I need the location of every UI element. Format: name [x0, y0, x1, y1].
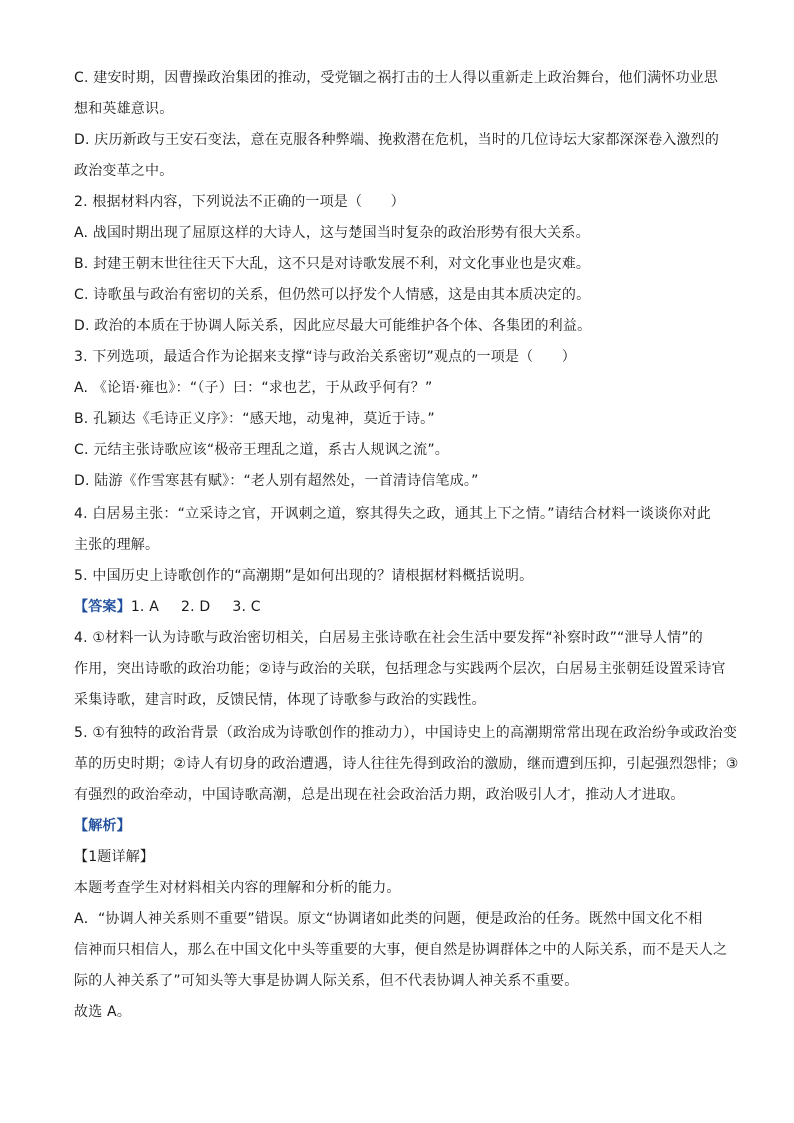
- answer-5-line-2: 革的历史时期；②诗人有切身的政治遭遇，诗人往往先得到政治的激励，继而遭到压抑，引起强烈怨悱；③: [74, 756, 739, 772]
- question-3-option-a: A. 《论语·雍也》：“（子）曰：“求也艺，于从政乎何有？”: [74, 380, 433, 396]
- question-2-option-c: C. 诗歌虽与政治有密切的关系，但仍然可以抒发个人情感，这是由其本质决定的。: [74, 287, 591, 303]
- question-3-option-d: D. 陆游《作雪寒甚有赋》：“老人别有超然处，一首清诗信笔成。”: [74, 473, 479, 489]
- option-c-text-line-2: 想和英雄意识。: [74, 101, 174, 117]
- question-2-option-d: D. 政治的本质在于协调人际关系，因此应尽最大可能维护各个体、各集团的利益。: [74, 318, 592, 334]
- answer-5-line-1: 5. ①有独特的政治背景（政治成为诗歌创作的推动力），中国诗史上的高潮期常常出现在政治纷争或政治变: [74, 725, 738, 741]
- question-4-stem-line-2: 主张的理解。: [74, 537, 160, 553]
- detail-line-5: 故选 A。: [74, 1004, 132, 1020]
- detail-line-2: A．“协调人神关系则不重要”错误。原文“协调诸如此类的问题，便是政治的任务。既然中国文化不相: [74, 911, 703, 927]
- option-d-text-line-2: 政治变革之中。: [74, 163, 174, 179]
- option-c-text-line-1: C. 建安时期，因曹操政治集团的推动，受党锢之祸打击的士人得以重新走上政治舞台，他们满怀功业思: [74, 70, 719, 86]
- detail-line-1: 本题考查学生对材料相关内容的理解和分析的能力。: [74, 880, 401, 896]
- detail-line-3: 信神而只相信人，那么在中国文化中头等重要的大事，便自然是协调群体之中的人际关系，而不是天人之: [74, 942, 728, 958]
- answer-label: 【答案】: [74, 599, 131, 615]
- question-2-stem: 2. 根据材料内容，下列说法不正确的一项是（ ）: [74, 194, 405, 210]
- question-5-stem: 5. 中国历史上诗歌创作的“高潮期”是如何出现的？请根据材料概括说明。: [74, 568, 534, 584]
- answer-value-2: 2. D: [181, 599, 211, 615]
- question-2-option-b: B. 封建王朝末世往往天下大乱，这不只是对诗歌发展不利，对文化事业也是灾难。: [74, 256, 591, 272]
- question-4-stem-line-1: 4. 白居易主张：“立采诗之官，开讽刺之道，察其得失之政，通其上下之情。”请结合材料一谈谈你对此: [74, 506, 711, 522]
- answer-4-line-3: 采集诗歌，建言时政，反馈民情，体现了诗歌参与政治的实践性。: [74, 692, 486, 708]
- question-2-option-a: A. 战国时期出现了屈原这样的大诗人，这与楚国当时复杂的政治形势有很大关系。: [74, 225, 590, 241]
- question-3-option-b: B. 孔颖达《毛诗正义序》：“感天地，动鬼神，莫近于诗。”: [74, 411, 435, 427]
- detail-label: 【1题详解】: [74, 849, 155, 865]
- analysis-label: 【解析】: [74, 818, 131, 834]
- answer-5-line-3: 有强烈的政治牵动，中国诗歌高潮，总是出现在社会政治活力期，政治吸引人才，推动人才进取。: [74, 787, 685, 803]
- detail-line-4: 际的人神关系了”可知头等大事是协调人际关系，但不代表协调人神关系不重要。: [74, 973, 579, 989]
- answer-row: [74, 597, 724, 617]
- option-d-text-line-1: D. 庆历新政与王安石变法，意在克服各种弊端、挽救潜在危机，当时的几位诗坛大家都深深卷入激烈的: [74, 132, 720, 148]
- answer-4-line-2: 作用，突出诗歌的政治功能；②诗与政治的关联，包括理念与实践两个层次，白居易主张朝廷设置采诗官: [74, 661, 726, 677]
- question-3-option-c: C. 元结主张诗歌应该“极帝王理乱之道，系古人规讽之流”。: [74, 442, 449, 458]
- answer-4-line-1: 4. ①材料一认为诗歌与政治密切相关，白居易主张诗歌在社会生活中要发挥“补察时政”“泄导人情”的: [74, 630, 703, 646]
- question-3-stem: 3. 下列选项，最适合作为论据来支撑“诗与政治关系密切”观点的一项是（ ）: [74, 349, 576, 365]
- answer-value-3: 3. C: [232, 599, 261, 615]
- answer-value-1: 1. A: [130, 599, 159, 615]
